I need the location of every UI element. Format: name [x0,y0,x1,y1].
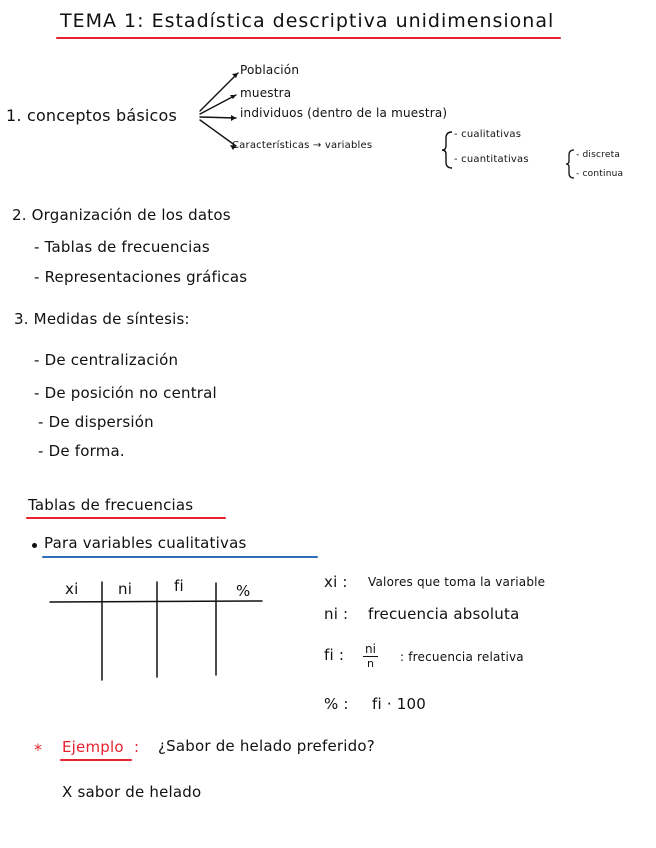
def-pct-symbol: % : [324,695,349,713]
section2-item: - Tablas de frecuencias [34,238,210,256]
fi-fraction-denominator: n [366,657,374,670]
def-pct-text: fi · 100 [372,695,426,713]
variable-type-cualitativas: - cualitativas [454,129,522,140]
def-ni-text: frecuencia absoluta [368,605,520,623]
tables-subheading: Para variables cualitativas [44,534,247,552]
column-header-xi: xi [65,580,79,598]
branch-individuos: individuos (dentro de la muestra) [240,106,448,120]
example-star: * [34,740,43,759]
branch-caracteristicas: Características → variables [232,140,373,151]
def-fi-text: : frecuencia relativa [400,650,524,664]
column-header-ni: ni [118,580,133,598]
tables-heading: Tablas de frecuencias [28,496,194,514]
section3-item: - De dispersión [38,413,154,431]
section3-item: - De posición no central [34,384,217,402]
example-variable: X sabor de helado [62,783,202,801]
branch-muestra: muestra [240,86,292,100]
example-colon: : [134,738,140,756]
example-label-underline [60,759,132,761]
section2-item: - Representaciones gráficas [34,268,248,286]
fi-fraction [363,643,378,669]
branch-poblacion: Población [240,63,300,77]
quantitative-discreta: - discreta [576,150,621,160]
section3-heading: 3. Medidas de síntesis: [14,310,190,328]
section3-item: - De forma. [38,442,125,460]
section3-item: - De centralización [34,351,179,369]
column-header-fi: fi [174,577,184,595]
column-header-pct: % [236,582,251,600]
example-label: Ejemplo [62,738,124,756]
def-xi-text: Valores que toma la variable [368,575,546,589]
example-question: ¿Sabor de helado preferido? [158,737,375,755]
variable-type-cuantitativas: - cuantitativas [454,154,529,165]
def-ni-symbol: ni : [324,605,349,623]
def-fi-symbol: fi : [324,646,345,664]
section1-heading: 1. conceptos básicos [6,106,178,125]
section2-heading: 2. Organización de los datos [12,206,231,224]
page-title: TEMA 1: Estadística descriptiva unidimensional [60,10,555,32]
def-xi-symbol: xi : [324,573,348,591]
fi-fraction-numerator: ni [365,642,376,656]
quantitative-continua: - continua [576,169,624,179]
